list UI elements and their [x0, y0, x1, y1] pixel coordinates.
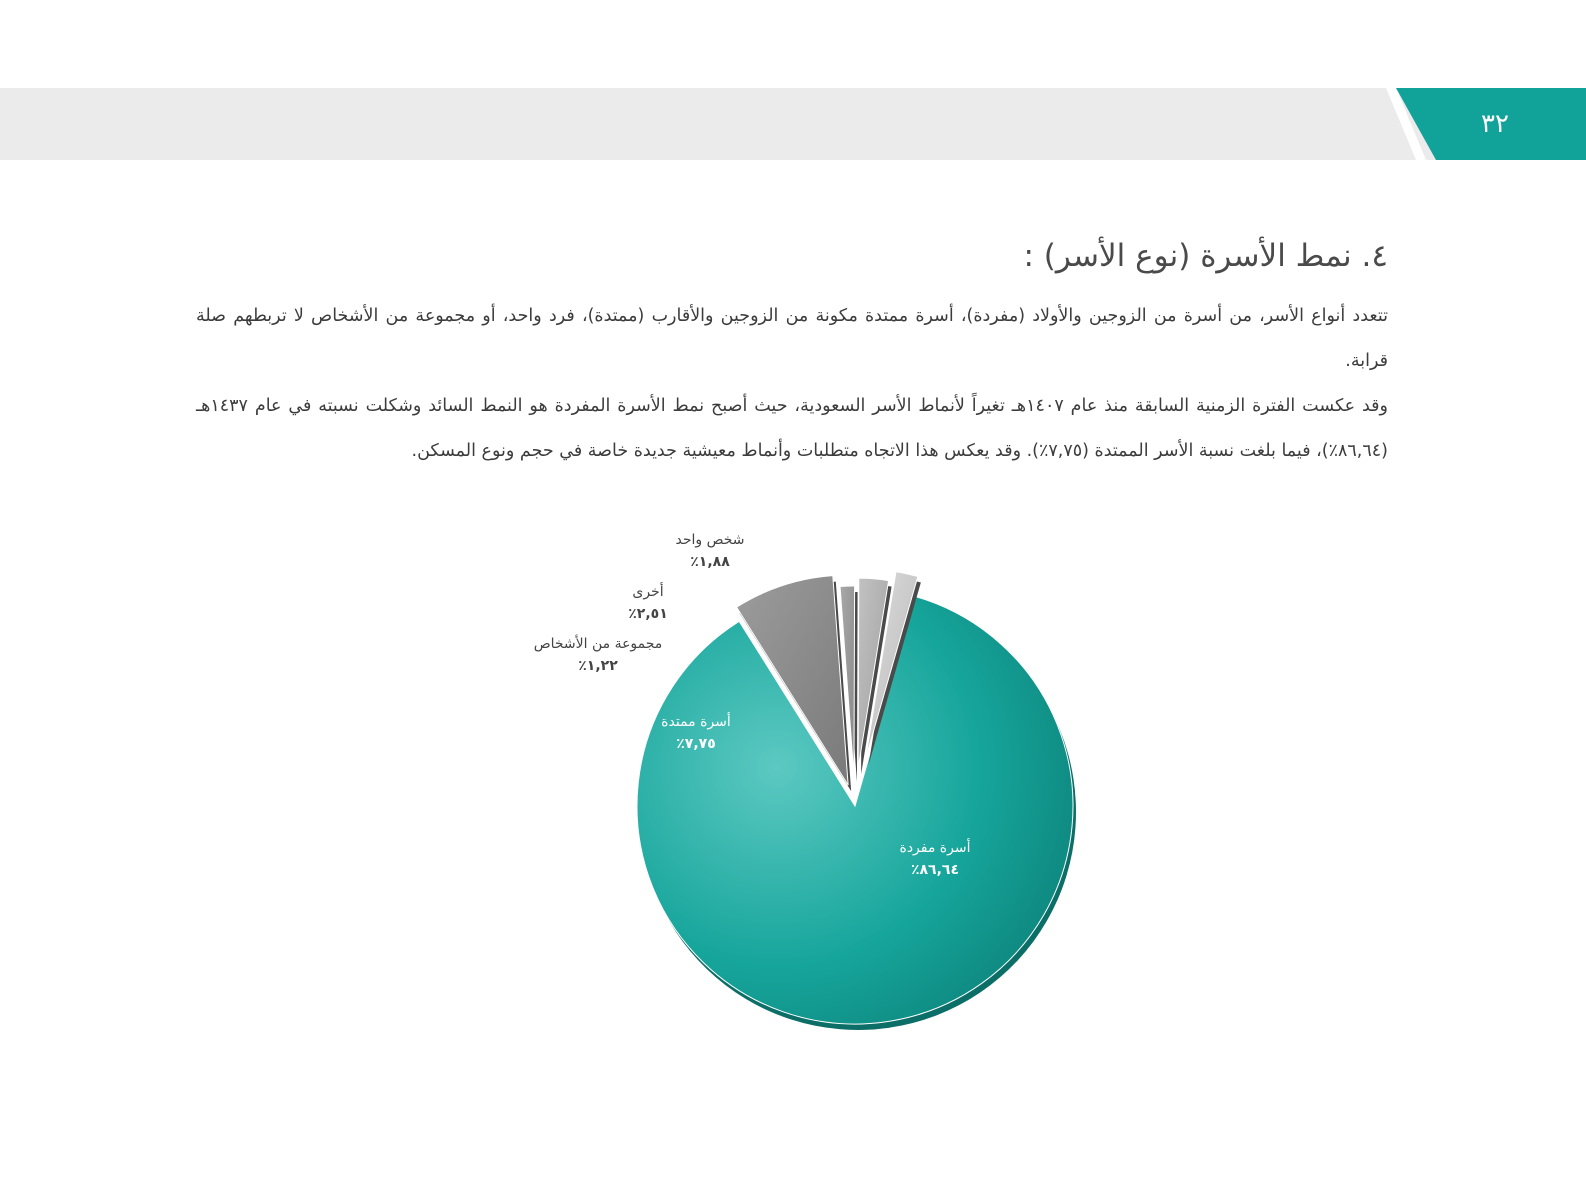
- page-number: ٣٢: [1481, 109, 1509, 139]
- label-other-name: أخرى: [632, 584, 664, 600]
- label-group-of-persons-name: مجموعة من الأشخاص: [533, 636, 663, 652]
- paragraph-family-types: تتعدد أنواع الأسر، من أسرة من الزوجين والأولاد (مفردة)، أسرة ممتدة مكونة من الزوجين والأقارب (ممتدة)، فرد واحد، أو مجموعة من الأشخاص لا تربطهم صلة قرابة.: [196, 306, 1388, 371]
- label-group-of-persons-value: ١,٢٢٪: [578, 658, 618, 674]
- paragraph-family-trends: وقد عكست الفترة الزمنية السابقة منذ عام ١٤٠٧هـ تغيراً لأنماط الأسر السعودية، حيث أصبح نمط الأسرة المفردة هو النمط السائد وشكلت نسبته في عام ١٤٣٧هـ (٨٦,٦٤٪)، فيما بلغت نسبة الأسر الممتدة (٧,٧٥٪). وقد يعكس هذا الاتجاه متطلبات وأنماط معيشية جديدة خاصة في حجم ونوع المسكن.: [196, 396, 1388, 461]
- label-one-person-name: شخص واحد: [675, 532, 745, 548]
- label-extended-family-value: ٧,٧٥٪: [676, 736, 716, 752]
- label-other-value: ٢,٥١٪: [628, 606, 668, 622]
- label-one-person-value: ١,٨٨٪: [690, 554, 730, 570]
- label-extended-family-name: أسرة ممتدة: [661, 714, 731, 730]
- label-single-family-value: ٨٦,٦٤٪: [910, 862, 960, 878]
- label-single-family-name: أسرة مفردة: [899, 840, 971, 856]
- section-title: ٤. نمط الأسرة (نوع الأسر) :: [1023, 238, 1388, 274]
